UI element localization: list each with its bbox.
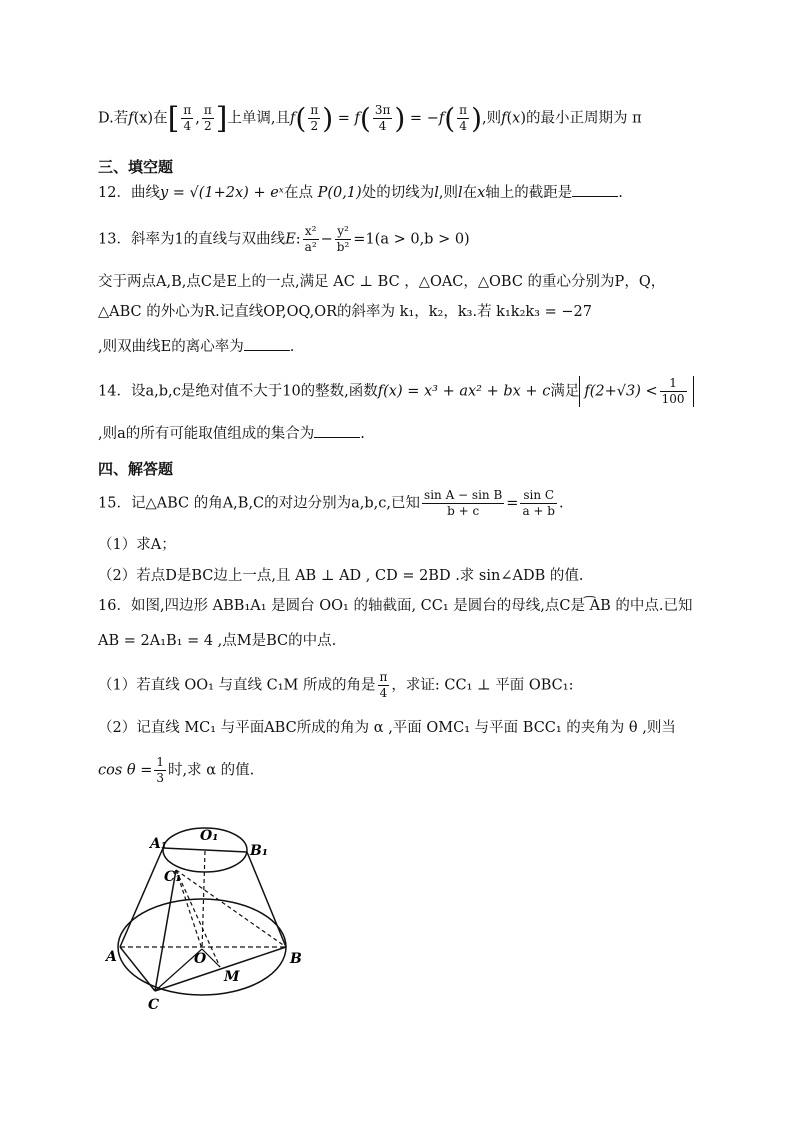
frac-den: b² <box>336 240 350 254</box>
text-in: 在 <box>153 110 168 127</box>
q16-part1 <box>98 670 573 701</box>
answer-blank[interactable] <box>244 338 290 351</box>
frac-pi-4-b <box>378 670 390 701</box>
frac-1-3 <box>154 755 166 786</box>
frac-num: 3π <box>374 103 391 117</box>
frac-eq2 <box>373 103 393 134</box>
q14-text1: 设a,b,c是绝对值不大于10的整数,函数 <box>130 383 378 400</box>
text-mono: 上单调,且 <box>227 110 291 127</box>
side-left <box>120 848 163 947</box>
right-bracket: ] <box>215 100 228 136</box>
q12-text4: ,则 <box>438 185 458 201</box>
frac-1-100 <box>660 376 687 407</box>
frac-num: π <box>379 670 388 684</box>
q15-eq: = <box>506 495 519 512</box>
abs-expression <box>579 376 693 407</box>
c-b <box>155 947 286 991</box>
frac-pi-4 <box>181 103 193 134</box>
q15-text1: 记△ABC 的角A,B,C的对边分别为a,b,c,已知 <box>130 495 421 512</box>
q16-p3b: 时,求 α 的值. <box>168 762 255 779</box>
frac-num: x² <box>303 224 319 240</box>
q16-part3 <box>98 755 254 786</box>
q15-part2: （2）若点D是BC边上一点,且 AB ⊥ AD , CD = 2BD .求 sin∠ADB 的值. <box>98 568 584 584</box>
frac-num: sin A − sin B <box>424 488 503 502</box>
frac-num: π <box>183 103 192 117</box>
q16-p1a: （1）若直线 OO₁ 与直线 C₁M 所成的角是 <box>98 677 376 694</box>
frac-den: 3 <box>156 771 165 785</box>
left-bracket: [ <box>167 100 180 136</box>
question-13: 13．斜率为1的直线与双曲线E: $\frac{\text{x²}}{\text{a²}}$ − $\frac{\text{y²}}{\text{b²}}$ =1(a > 0,b > 0) <box>98 224 470 254</box>
section-title-fill-in: 三、填空题 <box>98 158 174 176</box>
abs-expr: f(2+√3) < <box>584 383 658 400</box>
question-12: 12．曲线y = √(1+2x) + eˣ在点 P(0,1)处的切线为l,则l在x轴上的截距是 . <box>98 185 623 201</box>
option-d: D.若f(x)在[ $\frac{\pi}{4}$ , $\frac{\pi}{2}$ ]上单调,且f( $\frac{\pi}{2}$ ) = f( $\frac{3\pi}{4}$ ) = −f( $\frac{\pi}{4}$ ),则f(x)的最小正周期为 π <box>98 100 642 136</box>
label-C: C <box>148 997 160 1013</box>
frac-y2-b2 <box>335 224 352 255</box>
question-number: 12． <box>98 185 131 201</box>
frac-den: a + b <box>522 504 555 518</box>
q13-colon: : <box>295 231 301 248</box>
q12-text5: 在 <box>462 185 478 201</box>
q14-end: . <box>360 426 365 442</box>
frustum-figure <box>100 815 320 1015</box>
side-right <box>247 852 286 947</box>
frac-num: 1 <box>660 376 687 392</box>
frac-den: 100 <box>661 392 685 406</box>
q13-end: . <box>289 339 295 355</box>
question-number: 15． <box>98 495 131 512</box>
answer-blank[interactable] <box>572 184 618 197</box>
q13-text1: 斜率为1的直线与双曲线 <box>130 231 286 248</box>
a-c <box>120 947 155 991</box>
frac-eq1 <box>308 103 320 134</box>
frac-num: π <box>203 103 212 117</box>
option-d-prefix: D.若 <box>98 110 129 127</box>
q12-text3: 处的切线为 <box>361 185 435 201</box>
frac-den: b + c <box>447 504 480 518</box>
frac-den: 2 <box>203 119 212 133</box>
func-f: f <box>128 110 134 127</box>
q12-x: x <box>477 185 486 201</box>
label-M: M <box>224 969 240 985</box>
question-number: 13． <box>98 231 131 248</box>
q15-part1: （1）求A； <box>98 537 176 553</box>
q12-formula: y = √(1+2x) + eˣ <box>159 185 284 201</box>
label-B1: B₁ <box>250 843 268 859</box>
q12-text2: 在点 <box>283 185 313 201</box>
q13-E: E <box>285 231 296 248</box>
frac-den: a² <box>304 240 317 254</box>
q14-fx: f(x) = x³ + ax² + bx + c <box>377 383 551 400</box>
q16-line1: 如图,四边形 ABB₁A₁ 是圆台 OO₁ 的轴截面, CC₁ 是圆台的母线,点C是 ͡AB 的中点.已知 <box>130 598 693 614</box>
q12-text1: 曲线 <box>130 185 160 201</box>
q16-part2: （2）记直线 MC₁ 与平面ABC所成的角为 α ,平面 OMC₁ 与平面 BCC₁ 的夹角为 θ ,则当 <box>98 720 676 736</box>
frac-sin-diff <box>422 488 504 519</box>
q12-point: P(0,1) <box>317 185 362 201</box>
q13-line2: 交于两点A,B,点C是E上的一点,满足 AC ⊥ BC ，△OAC，△OBC 的重心分别为P，Q， <box>98 274 666 290</box>
func-arg: (x) <box>133 110 154 127</box>
label-O: O <box>194 951 207 967</box>
frac-sinc <box>520 488 557 519</box>
frac-num: y² <box>335 224 352 240</box>
q13-line4 <box>98 337 294 357</box>
label-A: A <box>106 949 117 965</box>
frac-den: 4 <box>378 119 387 133</box>
frac-num: sin C <box>520 488 557 504</box>
section-title-solve: 四、解答题 <box>98 460 174 478</box>
frac-num: π <box>459 103 468 117</box>
q16-p3a: cos θ = <box>98 762 153 779</box>
q14-line2 <box>98 424 365 444</box>
frac-den: 4 <box>379 686 388 700</box>
q12-l: l <box>434 185 439 201</box>
question-16 <box>98 596 692 616</box>
frac-num: π <box>310 103 319 117</box>
frac-eq3 <box>457 103 469 134</box>
text-tail2: 的最小正周期为 π <box>526 110 642 127</box>
answer-blank[interactable] <box>314 425 360 438</box>
c1-c <box>155 870 176 991</box>
q16-line2: AB = 2A₁B₁ = 4 ,点M是BC的中点. <box>98 633 337 649</box>
frac-num: 1 <box>156 755 165 769</box>
q14-text2: 满足 <box>550 383 580 400</box>
question-14 <box>98 376 694 407</box>
q12-end: . <box>618 185 623 201</box>
question-number: 14． <box>98 383 131 400</box>
label-C1: C₁ <box>164 869 182 885</box>
label-A1: A₁ <box>150 836 167 852</box>
frac-pi-2 <box>202 103 214 134</box>
q16-p1b: ，求证: CC₁ ⊥ 平面 OBC₁: <box>391 677 574 694</box>
q13-cond: =1(a > 0,b > 0) <box>353 231 470 248</box>
q13-line3: △ABC 的外心为R.记直线OP,OQ,OR的斜率为 k₁，k₂，k₃.若 k₁k₂k₃ = −27 <box>98 304 592 320</box>
q12-text6: 轴上的截距是 <box>485 185 573 201</box>
frac-x2-a2 <box>303 224 319 255</box>
frac-den: 4 <box>459 119 467 133</box>
text-tail: ,则 <box>482 110 502 127</box>
q13-line4-text: ,则双曲线E的离心率为 <box>98 339 244 355</box>
q14-line2-text: ,则a的所有可能取值组成的集合为 <box>98 426 315 442</box>
frac-den: 4 <box>183 119 192 133</box>
label-B: B <box>290 951 302 967</box>
q15-end: . <box>558 495 564 512</box>
question-number: 16． <box>98 598 131 614</box>
label-O1: O₁ <box>200 828 219 844</box>
frac-den: 2 <box>310 119 319 133</box>
question-15 <box>98 488 564 519</box>
